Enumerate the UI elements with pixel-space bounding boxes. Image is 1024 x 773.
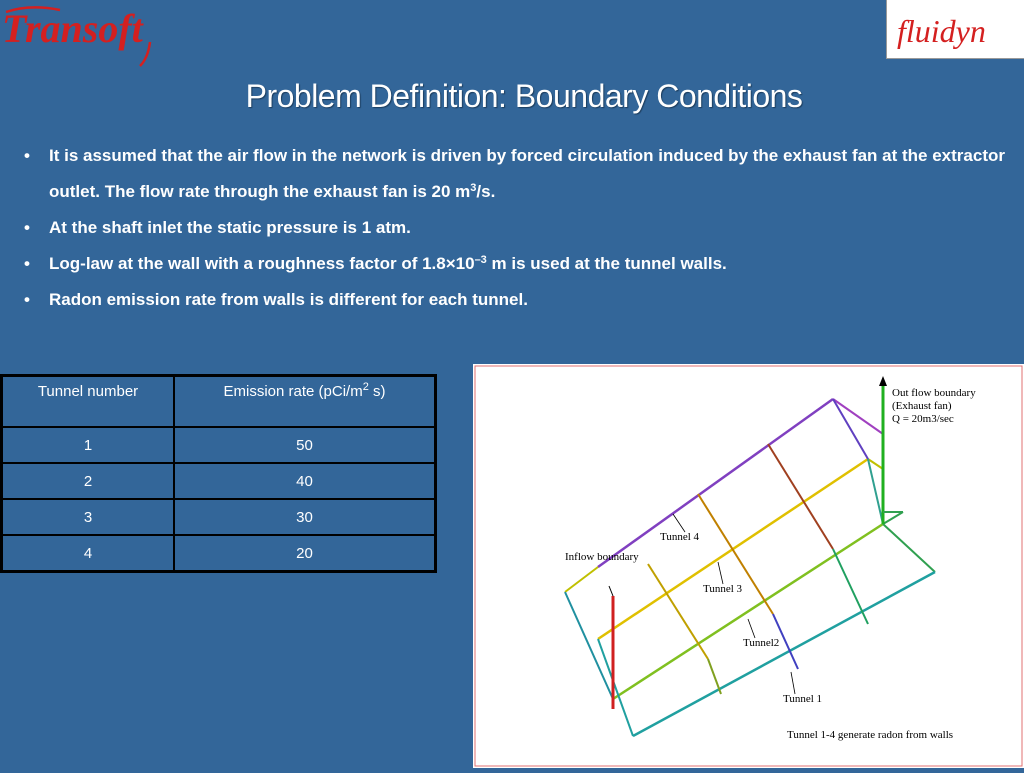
outflow-label: Out flow boundary (892, 387, 976, 399)
slide-title: Problem Definition: Boundary Conditions (245, 78, 803, 114)
table-row: 3 30 (2, 499, 436, 535)
fluidyn-logo (886, 0, 1024, 59)
emission-table (0, 374, 437, 573)
bullet-list (22, 138, 1007, 318)
table-row: 2 40 (2, 463, 436, 499)
bullet-item: • At the shaft inlet the static pressure is 1 atm. (24, 218, 411, 237)
bullet-item: • It is assumed that the air flow in the network is driven by forced circulation induced by the exhaust fan at the extractor outlet. The flow rate through the exhaust fan is 20 $m^3/s$. (24, 146, 1005, 201)
header-tunnel-number: Tunnel number (2, 376, 175, 428)
tunnel-4-line (598, 399, 833, 567)
bullet-item: • Log-law at the wall with a roughness factor of $1.8\times 10^{-3}$ m is used at the tunnel walls. (24, 254, 727, 273)
diagram-caption: Tunnel 1-4 generate radon from walls (787, 729, 954, 741)
tunnel-3-label: Tunnel 3 (703, 583, 743, 595)
outflow-label-2: (Exhaust fan) (892, 400, 952, 412)
tunnel-network-diagram (473, 364, 1024, 768)
tunnel-2-label: Tunnel2 (743, 637, 780, 649)
transoft-logo (0, 0, 190, 70)
fluidyn-logo-text: fluidyn (897, 13, 986, 49)
outflow-label-3: Q = 20m3/sec (892, 413, 954, 425)
tunnel-1-label: Tunnel 1 (783, 693, 823, 705)
inflow-label: Inflow boundary (565, 551, 639, 563)
tunnel-1-line (633, 572, 935, 736)
tunnel-4-label: Tunnel 4 (660, 531, 700, 543)
table-row: 1 50 (2, 427, 436, 463)
header-emission-rate: Emission rate ($pCi/m^2$ s) (174, 376, 436, 428)
transoft-logo-text: Transoft (2, 6, 143, 51)
table-row: 4 20 (2, 535, 436, 572)
bullet-item: • Radon emission rate from walls is different for each tunnel. (24, 290, 528, 309)
table-header-row (2, 376, 436, 428)
